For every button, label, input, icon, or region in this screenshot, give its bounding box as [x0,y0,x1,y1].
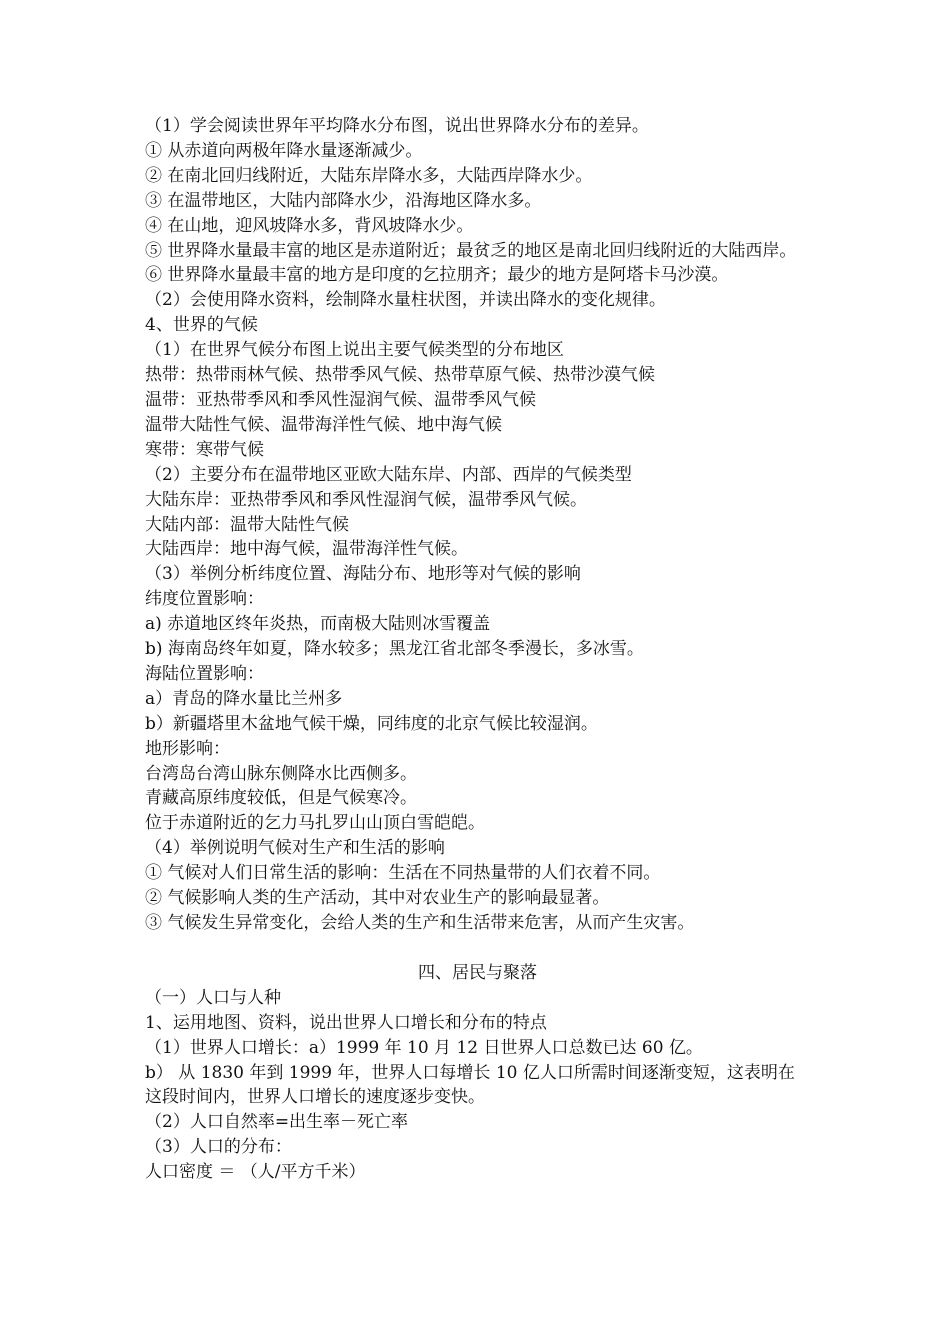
text-line: （3）人口的分布： [145,1137,292,1158]
list-item: ⑤ 世界降水量最丰富的地区是赤道附近；最贫乏的地区是南北回归线附近的大陆西岸。 [145,240,797,261]
text-line: 人口密度 ＝ （人/平方千米） [145,1162,366,1183]
text-line: 台湾岛台湾山脉东侧降水比西侧多。 [145,763,417,784]
text-line: 温带：亚热带季风和季风性湿润气候、温带季风气候 [145,389,536,410]
list-item: a) 赤道地区终年炎热，而南极大陆则冰雪覆盖 [145,614,491,635]
text-line: 海陆位置影响： [145,663,264,684]
text-line: 热带：热带雨林气候、热带季风气候、热带草原气候、热带沙漠气候 [145,365,655,386]
section-spacer [145,936,810,961]
text-line: 大陆内部：温带大陆性气候 [145,514,349,535]
text-line: 纬度位置影响： [145,589,264,610]
list-item: ③ 在温带地区，大陆内部降水少，沿海地区降水多。 [145,190,542,211]
subheading-climate-factors: （3）举例分析纬度位置、海陆分布、地形等对气候的影响 [145,564,581,585]
list-item: ① 从赤道向两极年降水量逐渐减少。 [145,140,423,161]
text-line: 寒带：寒带气候 [145,439,264,460]
list-item: a）青岛的降水量比兰州多 [145,688,343,709]
text-line: 位于赤道附近的乞力马扎罗山山顶白雪皑皑。 [145,813,485,834]
text-line: 地形影响： [145,738,230,759]
text-line: b） 从 1830 年到 1999 年，世界人口每增长 10 亿人口所需时间逐渐变短，这表明在这段时间内，世界人口增长的速度逐步变快。 [145,1062,795,1108]
list-item: ② 在南北回归线附近，大陆东岸降水多，大陆西岸降水少。 [145,165,593,186]
text-line: 青藏高原纬度较低，但是气候寒冷。 [145,788,417,809]
list-item: ④ 在山地，迎风坡降水多，背风坡降水少。 [145,215,474,236]
subheading-precipitation-map: （1）学会阅读世界年平均降水分布图，说出世界降水分布的差异。 [145,116,649,136]
document-body [145,114,810,1185]
text-line: 大陆西岸：地中海气候，温带海洋性气候。 [145,539,468,560]
heading-world-climate: 4、世界的气候 [145,315,258,336]
text-line: 温带大陆性气候、温带海洋性气候、地中海气候 [145,414,502,435]
subheading-precipitation-chart: （2）会使用降水资料，绘制降水量柱状图，并读出降水的变化规律。 [145,290,666,311]
subheading-eurasia-climate: （2）主要分布在温带地区亚欧大陆东岸、内部、西岸的气候类型 [145,464,632,485]
list-item: ② 气候影响人类的生产活动，其中对农业生产的影响最显著。 [145,888,610,909]
list-item: ① 气候对人们日常生活的影响：生活在不同热量带的人们衣着不同。 [145,863,661,884]
text-line: 大陆东岸：亚热带季风和季风性湿润气候，温带季风气候。 [145,489,587,510]
list-item: b) 海南岛终年如夏，降水较多；黑龙江省北部冬季漫长，多冰雪。 [145,639,644,660]
subheading-population-race: （一）人口与人种 [145,987,281,1008]
heading-population-growth: 1、运用地图、资料，说出世界人口增长和分布的特点 [145,1012,547,1033]
text-line: （2）人口自然率=出生率－死亡率 [145,1112,409,1133]
list-item: b）新疆塔里木盆地气候干燥，同纬度的北京气候比较湿润。 [145,713,598,734]
section-title: 四、居民与聚落 [418,962,537,983]
list-item: ③ 气候发生异常变化，会给人类的生产和生活带来危害，从而产生灾害。 [145,913,695,933]
subheading-climate-map: （1）在世界气候分布图上说出主要气候类型的分布地区 [145,340,564,361]
subheading-climate-impact: （4）举例说明气候对生产和生活的影响 [145,838,445,859]
text-line: （1）世界人口增长：a）1999 年 10 月 12 日世界人口总数已达 60 亿。 [145,1037,703,1058]
list-item: ⑥ 世界降水量最丰富的地方是印度的乞拉朋齐；最少的地方是阿塔卡马沙漠。 [145,265,729,286]
